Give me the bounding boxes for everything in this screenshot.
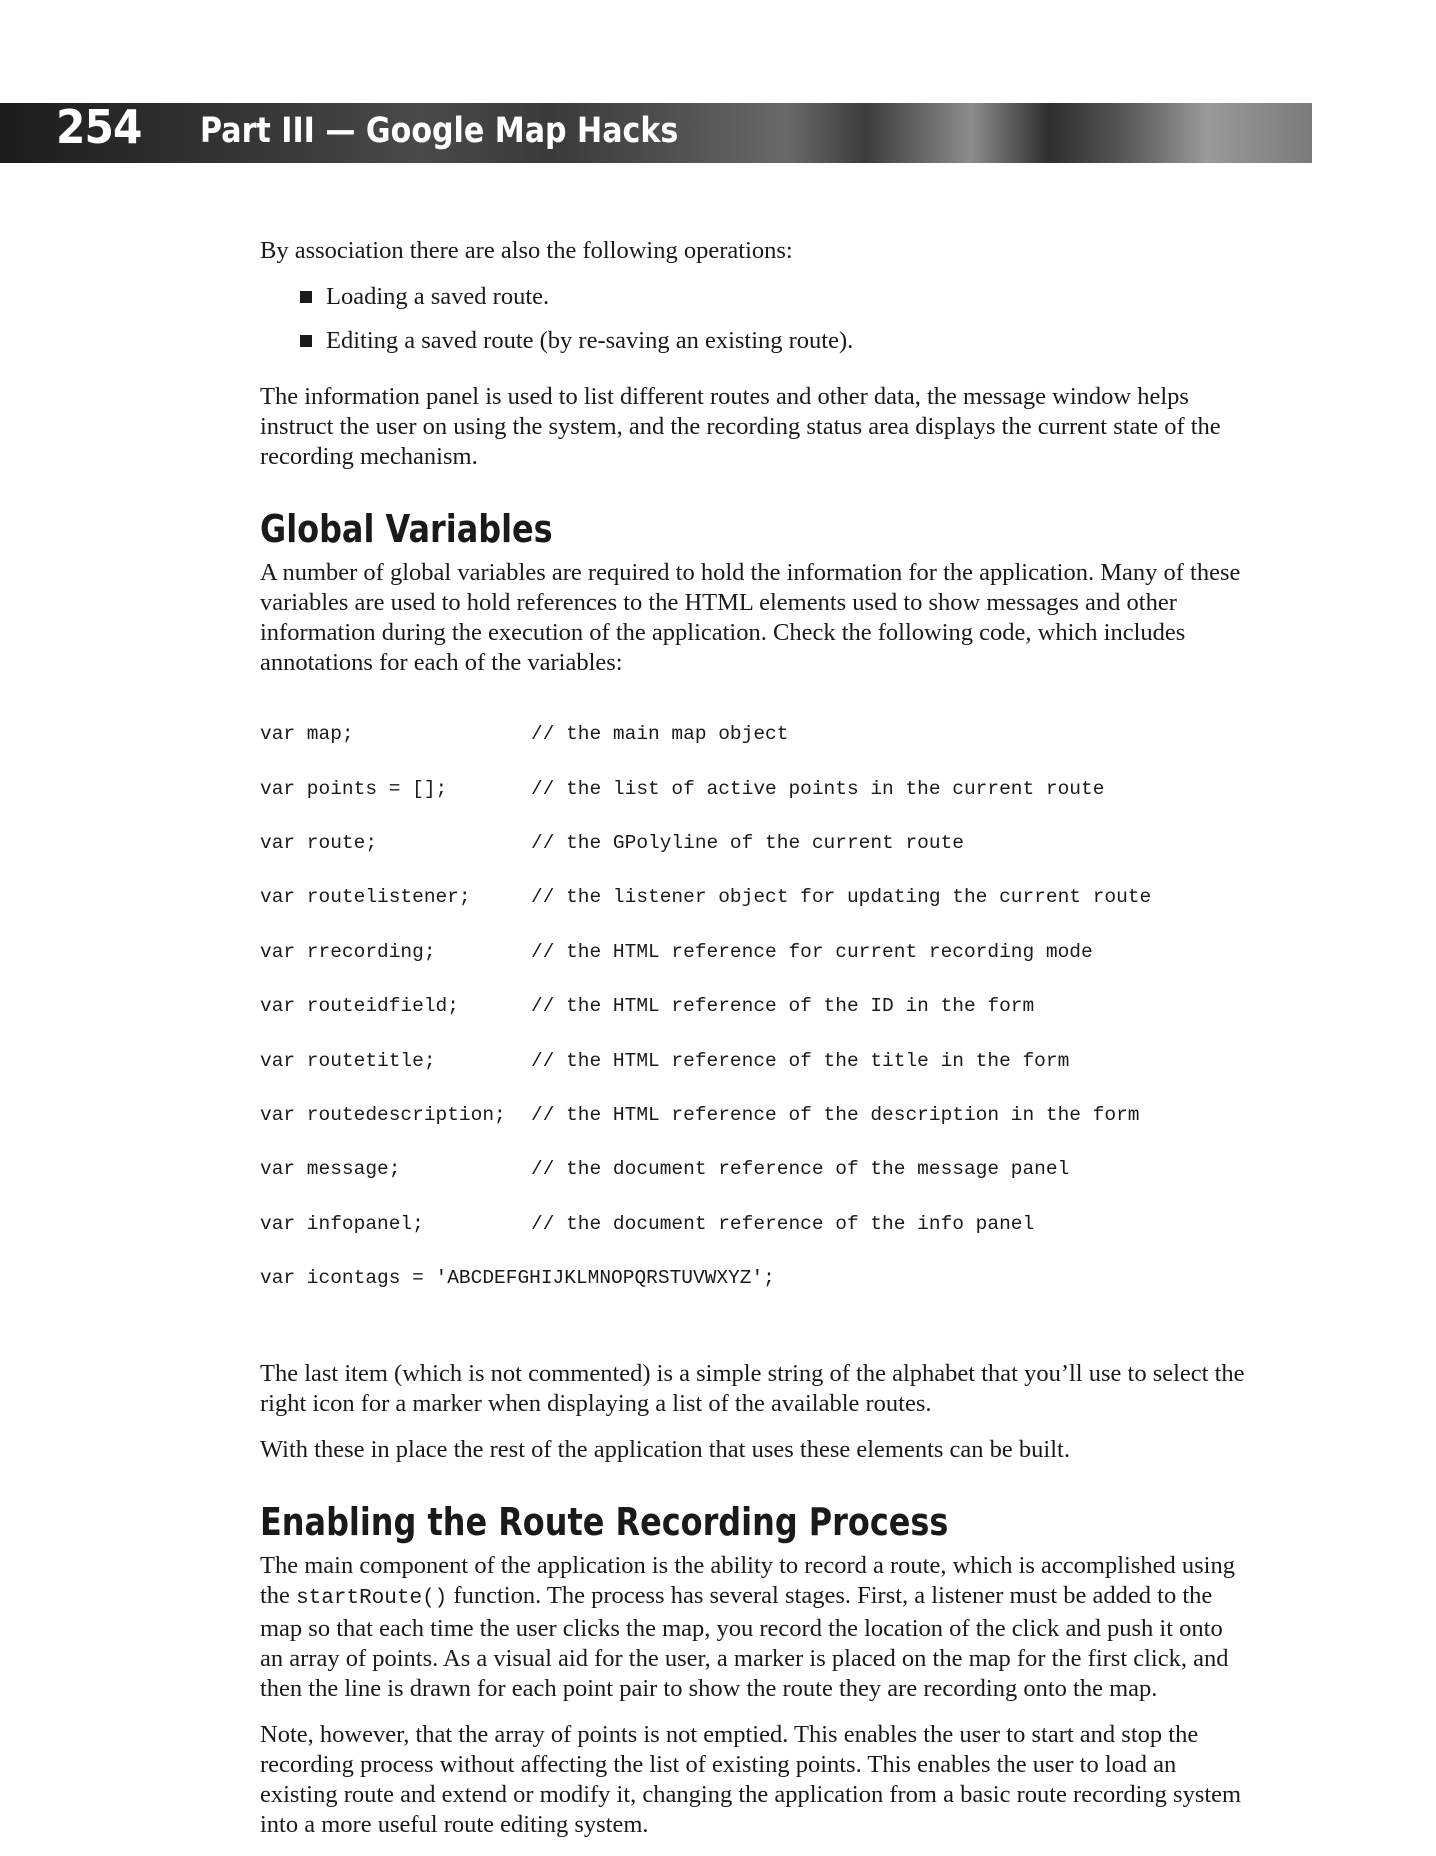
- intro-lead-paragraph: By association there are also the following operations:: [260, 237, 793, 264]
- code-declaration: var routeidfield;: [260, 995, 459, 1018]
- code-comment: // the list of active points in the current route: [531, 777, 1105, 800]
- part-title: Part III — Google Map Hacks: [200, 111, 679, 151]
- bullet-square-icon: [300, 335, 312, 347]
- list-item: [260, 282, 1250, 312]
- page-content: [260, 236, 1250, 1856]
- panel-description-paragraph: The information panel is used to list different routes and other data, the message window helps instruct the user on using the system, and the recording status area displays the current state of the recording mechanism.: [260, 383, 1221, 470]
- code-declaration: var infopanel;: [260, 1212, 424, 1235]
- code-line: [260, 939, 1250, 966]
- route-recording-paragraph-2: Note, however, that the array of points is not emptied. This enables the user to start and stop the recording process without affecting the list of existing points. This enables the user to load an existing route and extend or modify it, changing the application from a basic route recording system into a more useful route editing system.: [260, 1720, 1242, 1838]
- list-item: [260, 326, 1250, 356]
- section-heading-global-variables: Global Variables: [260, 507, 553, 551]
- operations-list: [260, 282, 1250, 356]
- code-comment: // the main map object: [531, 723, 789, 746]
- closing-paragraph: With these in place the rest of the application that uses these elements can be built.: [260, 1435, 1070, 1463]
- code-listing: [260, 694, 1250, 1347]
- code-declaration: var routedescription;: [260, 1104, 506, 1127]
- route-recording-paragraph-1: [260, 1551, 1250, 1704]
- code-line: [260, 1156, 1250, 1183]
- code-comment: // the document reference of the message panel: [531, 1158, 1070, 1181]
- code-comment: // the HTML reference of the description in the form: [531, 1104, 1140, 1127]
- code-line: [260, 1102, 1250, 1129]
- global-variables-intro-paragraph: A number of global variables are required to hold the information for the application. Many of these variables are used to hold references to the HTML elements used to show messages and other information during the execution of the application. Check the following code, which includes annotations for each of the variables:: [260, 559, 1241, 676]
- code-declaration: var map;: [260, 723, 354, 746]
- code-line: [260, 884, 1250, 911]
- page-number: 254: [56, 100, 142, 154]
- code-line: [260, 1048, 1250, 1075]
- code-comment: // the GPolyline of the current route: [531, 832, 964, 855]
- inline-code-startroute: startRoute(): [296, 1586, 448, 1610]
- code-line-icontags: var icontags = 'ABCDEFGHIJKLMNOPQRSTUVWXYZ';: [260, 1267, 775, 1290]
- code-declaration: var routelistener;: [260, 886, 471, 909]
- code-comment: // the HTML reference of the ID in the form: [531, 995, 1035, 1018]
- section-heading-route-recording: Enabling the Route Recording Process: [260, 1499, 949, 1544]
- code-comment: // the HTML reference of the title in the form: [531, 1049, 1070, 1072]
- list-item-text: Editing a saved route (by re-saving an existing route).: [326, 327, 854, 354]
- code-line: [260, 830, 1250, 857]
- code-comment: // the listener object for updating the current route: [531, 886, 1152, 909]
- paragraph-text: function. The process has several stages. First, a listener must be added to the map so that each time the user clicks the map, you record the location of the click and push it onto an array of points. As a visual aid for the user, a marker is placed on the map for the first click, and then the line is drawn for each point pair to show the route they are recording onto the map.: [260, 1581, 1229, 1702]
- code-declaration: var points = [];: [260, 777, 448, 800]
- code-comment: // the document reference of the info panel: [531, 1212, 1035, 1235]
- after-code-paragraph: The last item (which is not commented) is a simple string of the alphabet that you’ll use to select the right icon for a marker when displaying a list of the available routes.: [260, 1359, 1245, 1417]
- code-comment: // the HTML reference for current recording mode: [531, 940, 1093, 963]
- paragraph-text: The main component of the application is the ability to record a route, which is accomplished using the: [260, 1551, 1235, 1609]
- code-declaration: var routetitle;: [260, 1049, 436, 1072]
- code-declaration: var route;: [260, 832, 378, 855]
- code-declaration: var message;: [260, 1158, 401, 1181]
- code-line: [260, 1211, 1250, 1238]
- code-line: [260, 776, 1250, 803]
- code-line: [260, 721, 1250, 748]
- bullet-square-icon: [300, 291, 312, 303]
- list-item-text: Loading a saved route.: [326, 283, 550, 310]
- code-declaration: var rrecording;: [260, 940, 436, 963]
- code-line: [260, 993, 1250, 1020]
